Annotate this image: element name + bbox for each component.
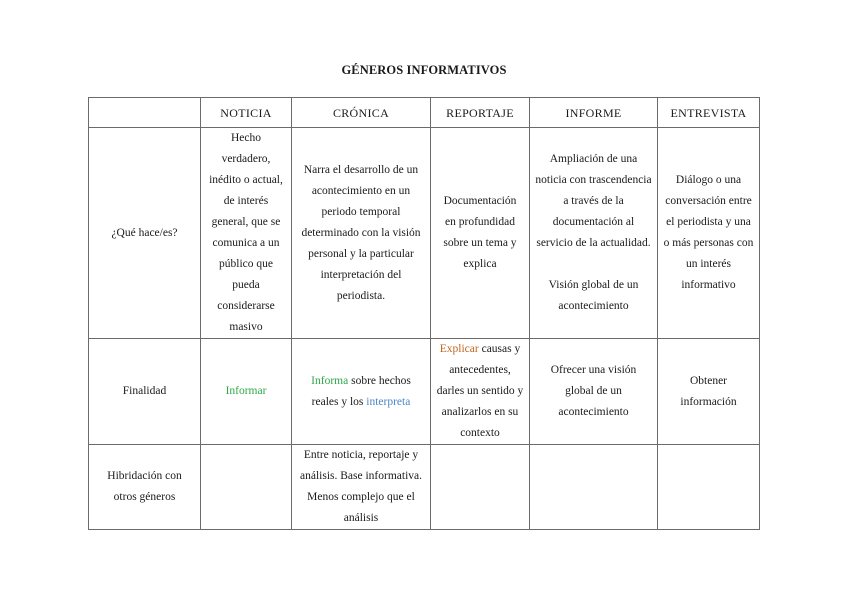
cell-cronica-que-hace: Narra el desarrollo de un acontecimiento en un periodo temporal determinado con la visión personal y la particular interpretación del periodista. [292, 128, 431, 339]
header-empty [89, 98, 201, 128]
header-cronica: CRÓNICA [292, 98, 431, 128]
cronica-finalidad-text: sobre hechos reales y los [311, 374, 411, 408]
cell-reportaje-finalidad [431, 339, 530, 445]
row-hibridacion [89, 445, 760, 530]
cell-noticia-hibridacion [201, 445, 292, 530]
page-title: GÉNEROS INFORMATIVOS [341, 63, 507, 77]
genres-table [88, 97, 760, 530]
informe-que-hace-p2: Visión global de un acontecimiento [548, 279, 639, 312]
cell-noticia-que-hace: Hecho verdadero, inédito o actual, de interés general, que se comunica a un público que pueda considerarse masivo [201, 128, 292, 339]
row-finalidad [89, 339, 760, 445]
cell-entrevista-finalidad: Obtener información [658, 339, 760, 445]
cell-entrevista-hibridacion [658, 445, 760, 530]
cell-entrevista-que-hace: Diálogo o una conversación entre el periodista y una o más personas con un interés informativo [658, 128, 760, 339]
cronica-finalidad-informa: Informa [311, 374, 349, 387]
cell-informe-hibridacion [530, 445, 658, 530]
cell-reportaje-hibridacion [431, 445, 530, 530]
header-informe: INFORME [530, 98, 658, 128]
cell-reportaje-que-hace: Documentación en profundidad sobre un tema y explica [431, 128, 530, 339]
header-noticia: NOTICIA [201, 98, 292, 128]
row-label-que-hace: ¿Qué hace/es? [89, 128, 201, 339]
header-row [89, 98, 760, 128]
header-entrevista: ENTREVISTA [658, 98, 760, 128]
cell-informe-que-hace [530, 128, 658, 339]
row-label-hibridacion: Hibridación con otros géneros [89, 445, 201, 530]
cronica-finalidad-interpreta: interpreta [366, 395, 411, 408]
row-que-hace [89, 128, 760, 339]
cell-cronica-hibridacion: Entre noticia, reportaje y análisis. Base informativa. Menos complejo que el análisis [292, 445, 431, 530]
cell-noticia-finalidad: Informar [201, 339, 292, 445]
cell-cronica-finalidad [292, 339, 431, 445]
row-label-finalidad: Finalidad [89, 339, 201, 445]
informe-que-hace-p1: Ampliación de una noticia con trascendencia a través de la documentación al servicio de la actualidad. [535, 153, 652, 249]
reportaje-finalidad-explicar: Explicar [439, 343, 479, 355]
header-reportaje: REPORTAJE [431, 98, 530, 128]
cell-informe-finalidad: Ofrecer una visión global de un acontecimiento [530, 339, 658, 445]
reportaje-finalidad-text: causas y antecedentes, darles un sentido y analizarlos en su contexto [436, 343, 524, 439]
